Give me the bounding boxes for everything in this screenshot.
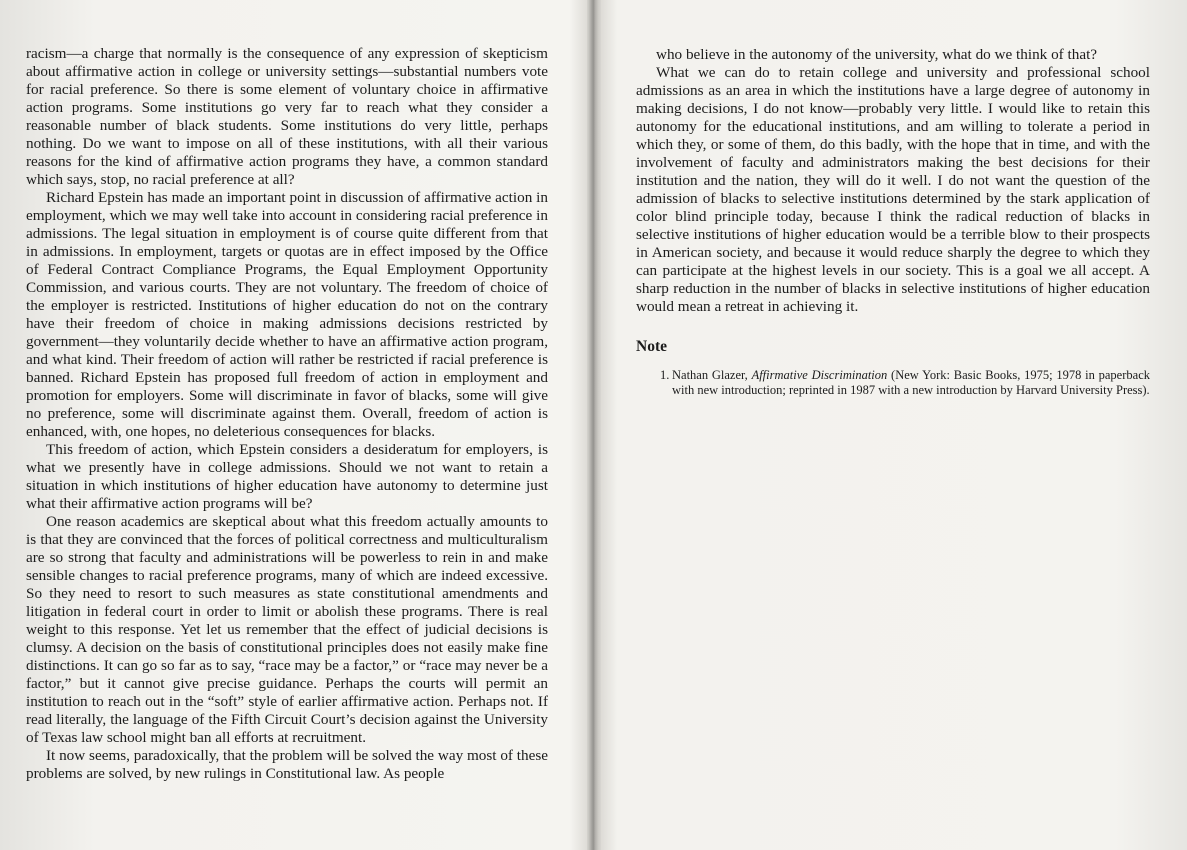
right-paragraph-1: who believe in the autonomy of the university, what do we think of that? [656,46,1098,63]
note-text-after-title: (New York: Basic Books, 1975; 1978 in paperback with new introduction; reprinted in 1987 with a new introduction by Harvard University Press). [672,368,1150,397]
left-paragraph-5: It now seems, paradoxically, that the problem will be solved the way most of these problems are solved, by new rulings in Constitutional law. As people [26,747,548,782]
left-paragraph-4: One reason academics are skeptical about what this freedom actually amounts to is that they are convinced that the forces of political correctness and multiculturalism are so strong that faculty and administrations will be powerless to rein in and make sensible changes to racial preference programs, many of which are indeed excessive. So they need to resort to such measures as state constitutional amendments and litigation in federal court in order to limit or abolish these programs. There is real weight to this response. Yet let us remember that the effect of judicial decisions is clumsy. A decision on the basis of constitutional principles does not easily make fine distinctions. It can go so far as to say, “race may be a factor,” or “race may never be a factor,” but it cannot give precise guidance. Perhaps the courts will permit an institution to reach out in the “soft” style of earlier affirmative action. Perhaps not. If read literally, the language of the Fifth Circuit Court’s decision against the University of Texas law school might ban all efforts at recruitment. [26,513,548,746]
note-heading: Note [636,338,667,355]
note-item [636,368,1150,398]
book-gutter [587,0,601,850]
right-paragraph-2: What we can do to retain college and university and professional school admissions as an area in which the institutions have a large degree of autonomy in making decisions, I do not know—probably very little. I would like to retain this autonomy for the educational institutions, and am willing to tolerate a period in which they, or some of them, do this badly, with the hope that in time, and with the involvement of faculty and administrators making the best decisions for their institution and the nation, they will do it well. I do not want the question of the admission of blacks to selective institutions determined by the stark application of color blind principle today, because I think the radical reduction of blacks in selective institutions of higher education would be a terrible blow to their prospects in American society, and because it would reduce sharply the degree to which they can participate at the highest levels in our society. This is a goal we all accept. A sharp reduction in the number of blacks in selective institutions of higher education would mean a retreat in achieving it. [636,64,1150,315]
note-number: 1. [660,368,670,382]
note-text-before-title: Nathan Glazer, [672,368,752,382]
note-book-title: Affirmative Discrimination [751,368,888,382]
left-paragraph-3: This freedom of action, which Epstein considers a desideratum for employers, is what we presently have in college admissions. Should we not want to retain a situation in which institutions of higher education have autonomy to determine just what their affirmative action programs will be? [26,441,548,512]
left-page [26,0,548,850]
right-page [636,0,1150,850]
left-paragraph-2: Richard Epstein has made an important point in discussion of affirmative action in employment, which we may well take into account in considering racial preference in admissions. The legal situation in employment is of course quite different from that in admissions. In employment, targets or quotas are in effect imposed by the Office of Federal Contract Compliance Programs, the Equal Employment Opportunity Commission, and various courts. They are not voluntary. The freedom of choice of the employer is restricted. Institutions of higher education do not on the contrary have their freedom of choice in making admissions decisions restricted by government—they voluntarily decide whether to have an affirmative action program, and what kind. Their freedom of action will rather be restricted if racial preference is banned. Richard Epstein has proposed full freedom of action in employment and promotion for employers. Some will discriminate in favor of blacks, some will give no preference, some will discriminate against them. Overall, freedom of action is enhanced, with, one hopes, no deleterious consequences for blacks. [26,189,548,440]
left-paragraph-1: racism—a charge that normally is the consequence of any expression of skepticism about affirmative action in college or university settings—substantial numbers vote for racial preference. So there is some element of voluntary choice in affirmative action programs. Some institutions go very far to reach what they consider a reasonable number of black students. Some institutions do very little, perhaps nothing. Do we want to impose on all of these institutions, with all their various reasons for the kind of affirmative action programs they have, a common standard which says, stop, no racial preference at all? [26,45,548,188]
